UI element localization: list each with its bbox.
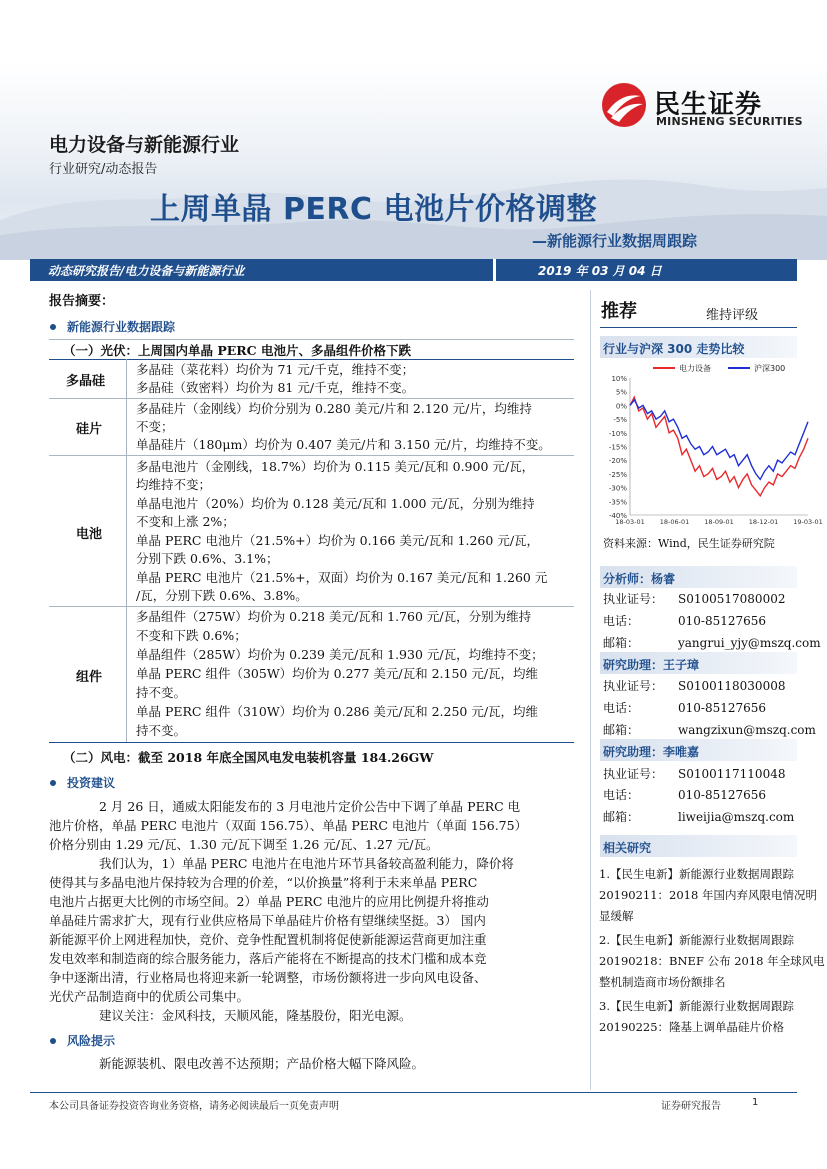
y-tick-label: -15%: [608, 443, 627, 452]
legend-label: 沪深300: [754, 364, 786, 373]
contact-label: 执业证号：: [603, 679, 664, 693]
paragraph-line: 池片价格，单晶 PERC 电池片（双面 156.75）、单晶 PERC 电池片（单面 156.75）: [49, 818, 528, 833]
table-cell-line: /瓦，分别下跌 0.6%、3.8%。: [136, 588, 308, 603]
related-line: 显缓解: [599, 909, 634, 923]
contact-label: 电话：: [603, 614, 640, 628]
logo-english: MINSHENG SECURITIES: [656, 115, 803, 128]
related-item[interactable]: [599, 930, 825, 993]
table-category: 电池: [76, 527, 103, 542]
section-bullet: [50, 324, 56, 330]
x-tick-label: 18-06-01: [659, 518, 690, 526]
contact-label: 邮箱：: [603, 636, 640, 650]
phone-number: 010-85127656: [678, 614, 767, 628]
table-cell-line: 持不变。: [136, 723, 187, 738]
contact-label: 执业证号：: [603, 767, 664, 781]
paragraph-line: 单晶硅片需求扩大，现有行业供应格局下单晶硅片价格有望继续坚挺。3） 国内: [49, 913, 486, 928]
x-tick-label: 18-09-01: [704, 518, 734, 526]
assistant-heading: 研究助理：李唯嘉: [603, 745, 700, 759]
table-cell-line: 均维持不变；: [136, 477, 212, 492]
related-line: 20190211：2018 年国内弃风限电情况明: [599, 888, 817, 902]
related-line: 2.【民生电新】新能源行业数据周跟踪: [599, 933, 794, 947]
table-column-rule: [126, 359, 127, 742]
paragraph-line: 2 月 26 日，通威太阳能发布的 3 月电池片定价公告中下调了单晶 PERC 电: [99, 799, 521, 814]
table-cell-line: 不变和上涨 2%；: [136, 514, 235, 529]
report-title: 上周单晶 PERC 电池片价格调整: [150, 192, 597, 227]
report-date: 2019 年 03 月 04 日: [538, 264, 662, 278]
related-line: 20190218：BNEF 公布 2018 年全球风电: [599, 954, 825, 968]
page-number: 1: [752, 1097, 759, 1108]
email-link[interactable]: yangrui_yjy@mszq.com: [678, 636, 821, 650]
phone-number: 010-85127656: [678, 701, 767, 715]
y-tick-label: -30%: [608, 484, 627, 493]
logo-chinese: 民生证券: [654, 90, 763, 120]
table-cell-line: 单晶硅片（180μm）均价为 0.407 美元/片和 3.150 元/片，均维持不变。: [136, 437, 551, 452]
table-bottom-rule: [49, 742, 574, 743]
footer-label: 证券研究报告: [661, 1101, 721, 1112]
table-row-rule: [49, 398, 574, 399]
license-number: S0100118030008: [678, 679, 786, 693]
paragraph-line: 争中逐渐出清，行业格局也将迎来新一轮调整，市场份额将进一步向风电设备、: [49, 970, 487, 985]
legend-label: 电力设备: [679, 364, 711, 373]
license-number: S0100117110048: [678, 767, 786, 781]
recommendation: 推荐: [601, 301, 637, 322]
y-tick-label: -25%: [608, 470, 627, 479]
divider: [600, 327, 797, 328]
y-tick-label: -40%: [608, 512, 627, 520]
column-divider: [590, 290, 591, 1090]
email-link[interactable]: wangzixun@mszq.com: [678, 723, 816, 737]
section-heading-data: 新能源行业数据跟踪: [67, 320, 176, 334]
table-cell-line: 单晶 PERC 电池片（21.5%+）均价为 0.166 美元/瓦和 1.260 元/瓦，: [136, 533, 540, 548]
wind-heading: （二）风电：截至 2018 年底全国风电发电装机容量 184.26GW: [63, 750, 434, 765]
chart-source: 资料来源：Wind，民生证券研究院: [603, 537, 775, 550]
table-cell-line: 不变；: [136, 419, 174, 434]
rating: 维持评级: [706, 308, 759, 323]
bar-separator: [493, 259, 496, 281]
table-cell-line: 单晶 PERC 电池片（21.5%+，双面）均价为 0.167 美元/瓦和 1.260 元: [136, 570, 548, 585]
chart-heading: 行业与沪深 300 走势比较: [603, 342, 745, 356]
table-cell-line: 多晶硅（致密料）均价为 81 元/千克，维持不变。: [136, 380, 415, 395]
minsheng-logo-icon: [601, 82, 647, 128]
x-tick-label: 18-03-01: [615, 518, 645, 526]
table-cell-line: 多晶硅片（金刚线）均价分别为 0.280 美元/片和 2.120 元/片，均维持: [136, 401, 532, 416]
related-line: 20190225：隆基上调单晶硅片价格: [599, 1020, 785, 1034]
y-tick-label: -10%: [608, 429, 627, 438]
table-cell-line: 不变和下跌 0.6%；: [136, 628, 247, 643]
related-line: 整机制造商市场份额排名: [599, 975, 726, 989]
y-tick-label: -20%: [608, 457, 627, 466]
contact-label: 邮箱：: [603, 810, 640, 824]
table-row-rule: [49, 455, 574, 456]
related-item[interactable]: [599, 996, 794, 1038]
section-heading-risk: 风险提示: [67, 1034, 116, 1048]
x-tick-label: 19-03-01: [793, 518, 823, 526]
contact-label: 执业证号：: [603, 592, 664, 606]
x-tick-label: 18-12-01: [748, 518, 779, 526]
summary-label: 报告摘要：: [49, 294, 115, 309]
section-bullet: [50, 1038, 56, 1044]
table-cell-line: 持不变。: [136, 685, 187, 700]
paragraph-line: 使得其与多晶电池片保持较为合理的价差，“以价换量”将利于未来单晶 PERC: [49, 875, 478, 890]
y-tick-label: 5%: [615, 388, 627, 397]
table-cell-line: 多晶组件（275W）均价为 0.218 美元/瓦和 1.760 元/瓦，分别为维持: [136, 609, 532, 624]
analyst-heading: 分析师：杨睿: [603, 572, 676, 586]
series-line: [630, 397, 808, 496]
table-cell-line: 单晶 PERC 组件（305W）均价为 0.277 美元/瓦和 2.150 元/瓦，均维: [136, 666, 539, 681]
series-line: [630, 400, 808, 480]
paragraph-line: 光伏产品制造商中的优质公司集中。: [49, 989, 250, 1004]
table-top-rule: [49, 359, 574, 360]
contact-label: 电话：: [603, 788, 640, 802]
paragraph-line: 新能源平价上网进程加快，竞价、竞争性配置机制将促使新能源运营商更加注重: [49, 932, 487, 947]
related-line: 3.【民生电新】新能源行业数据周跟踪: [599, 999, 794, 1013]
footer-rule: [30, 1092, 797, 1093]
y-tick-label: -35%: [608, 498, 627, 507]
section-heading-advice: 投资建议: [67, 776, 116, 790]
y-tick-label: 0%: [615, 402, 627, 411]
related-item[interactable]: [599, 864, 817, 927]
table-cell-line: 单晶 PERC 组件（310W）均价为 0.286 美元/瓦和 2.250 元/瓦，均维: [136, 704, 539, 719]
industry-title: 电力设备与新能源行业: [49, 134, 240, 156]
table-cell-line: 多晶硅（菜花料）均价为 71 元/千克，维持不变；: [136, 362, 415, 377]
table-category: 组件: [76, 670, 103, 685]
related-heading: 相关研究: [603, 841, 652, 855]
table-category: 多晶硅: [66, 374, 106, 389]
divider: [49, 339, 574, 340]
assistant-heading: 研究助理：王子璋: [603, 658, 700, 672]
report-subtitle: —新能源行业数据周跟踪: [532, 232, 698, 250]
trend-chart: [598, 360, 823, 528]
table-cell-line: 分别下跌 0.6%、3.1%；: [136, 551, 279, 566]
y-tick-label: -5%: [613, 416, 627, 425]
report-category: 动态研究报告/电力设备与新能源行业: [48, 264, 245, 278]
paragraph-line: 电池片占据更大比例的市场空间。2）单晶 PERC 电池片的应用比例提升将推动: [49, 894, 489, 909]
table-category: 硅片: [76, 422, 103, 437]
phone-number: 010-85127656: [678, 788, 767, 802]
pv-heading: （一）光伏：上周国内单晶 PERC 电池片、多晶组件价格下跌: [63, 343, 411, 358]
paragraph-line: 价格分别由 1.29 元/瓦、1.30 元/瓦下调至 1.26 元/瓦、1.27 元/瓦。: [49, 837, 439, 852]
contact-label: 电话：: [603, 701, 640, 715]
section-bullet: [50, 780, 56, 786]
email-link[interactable]: liweijia@mszq.com: [678, 810, 795, 824]
report-type: 行业研究/动态报告: [49, 162, 158, 177]
contact-label: 邮箱：: [603, 723, 640, 737]
paragraph-line: 我们认为，1）单晶 PERC 电池片在电池片环节具备较高盈利能力，降价将: [99, 856, 514, 871]
table-row-rule: [49, 606, 574, 607]
table-cell-line: 单晶组件（285W）均价为 0.239 美元/瓦和 1.930 元/瓦，均维持不变；: [136, 647, 544, 662]
footer-disclaimer: 本公司具备证券投资咨询业务资格，请务必阅读最后一页免责声明: [49, 1101, 339, 1112]
table-cell-line: 多晶电池片（金刚线，18.7%）均价为 0.115 美元/瓦和 0.900 元/瓦，: [136, 459, 535, 474]
risk-text: 新能源装机、限电改善不达预期；产品价格大幅下降风险。: [99, 1056, 425, 1071]
license-number: S0100517080002: [678, 592, 786, 606]
paragraph-line: 建议关注：金风科技，天顺风能，隆基股份，阳光电源。: [99, 1008, 412, 1023]
y-tick-label: 10%: [611, 375, 627, 383]
paragraph-line: 发电效率和制造商的综合服务能力，落后产能将在不断提高的技术门槛和成本竞: [49, 951, 487, 966]
advice-paragraph-1: [49, 797, 574, 816]
table-cell-line: 单晶电池片（20%）均价为 0.128 美元/瓦和 1.000 元/瓦，分别为维持: [136, 496, 535, 511]
related-line: 1.【民生电新】新能源行业数据周跟踪: [599, 867, 794, 881]
